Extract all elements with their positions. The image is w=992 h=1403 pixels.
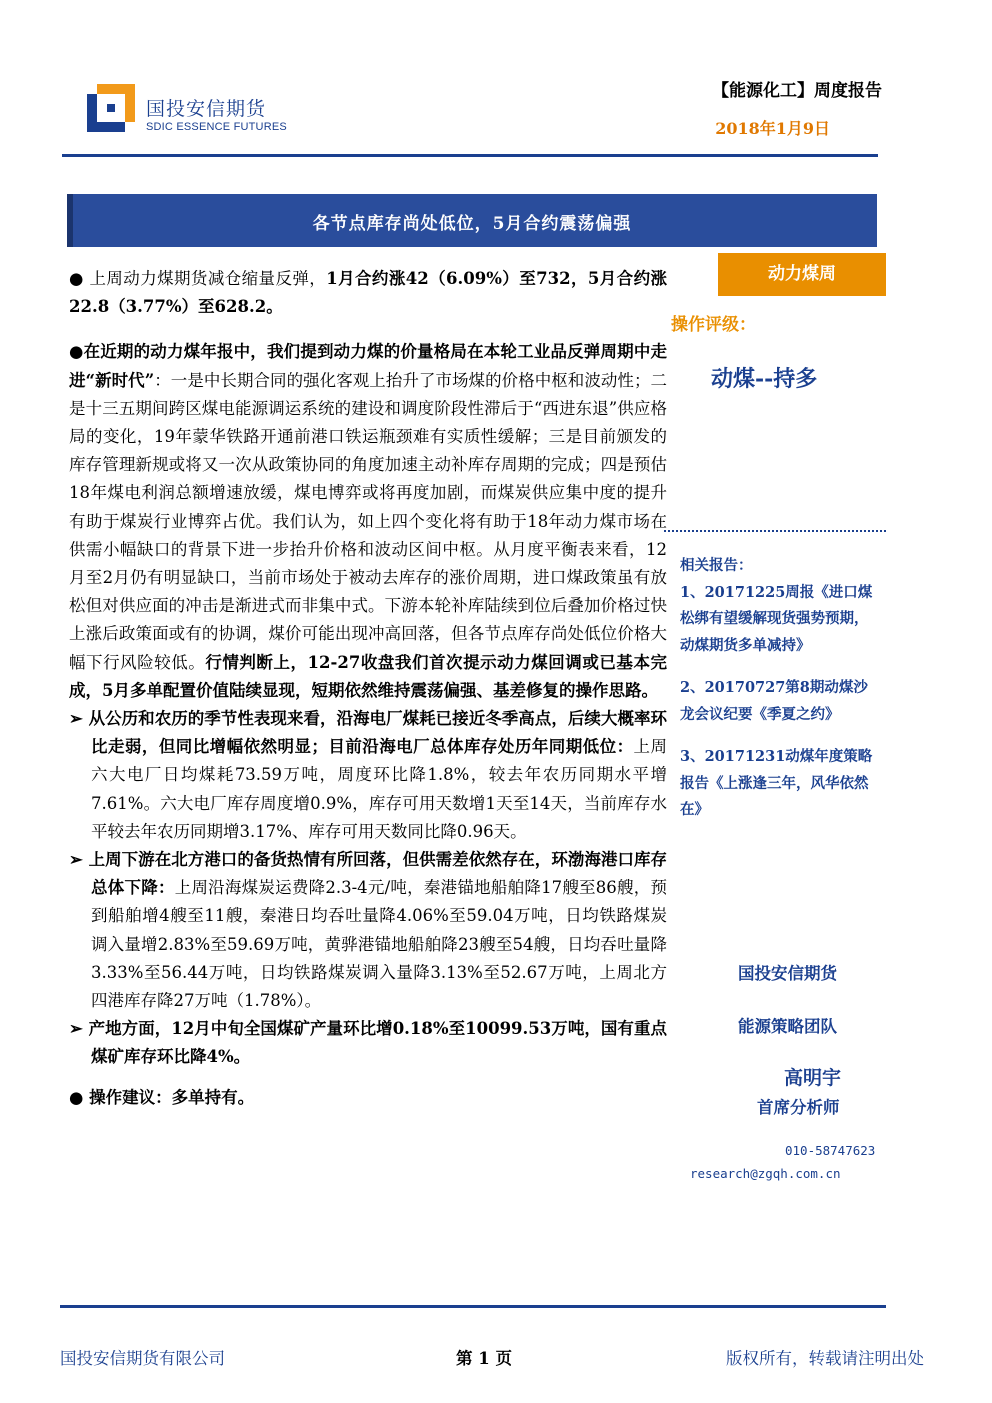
analysis-judgement-bold: 行情判断上，12-27收盘我们首次提示动力煤回调或已基本完成，5月多单配置价值陆续显现，短期依然维持震荡偏强、基差修复的操作思路。 — [69, 652, 667, 700]
footer-copyright: 版权所有，转载请注明出处 — [726, 1349, 924, 1368]
contact-email[interactable]: research@zgqh.com.cn — [690, 1166, 841, 1181]
page-title: 各节点库存尚处低位，5月合约震荡偏强 — [312, 214, 632, 234]
rating-value: 动煤--持多 — [711, 366, 818, 392]
related-reports — [680, 553, 876, 824]
related-reports-title: 相关报告： — [680, 557, 753, 574]
power-plant-paragraph — [69, 705, 667, 846]
title-banner — [67, 194, 877, 247]
team-name: 能源策略团队 — [738, 1017, 837, 1036]
analysis-paragraph — [69, 338, 667, 705]
related-report-item[interactable]: 1、20171225周报《进口煤松绑有望缓解现货强势预期，动煤期货多单减持》 — [680, 583, 873, 654]
analyst-role: 首席分析师 — [757, 1098, 840, 1117]
company-name: 国投安信期货 — [738, 964, 837, 983]
footer-company: 国投安信期货有限公司 — [60, 1349, 225, 1368]
port-paragraph — [69, 846, 667, 1015]
analyst-name: 高明宇 — [784, 1067, 842, 1089]
summary-paragraph — [69, 265, 667, 321]
contact-phone: 010-58747623 — [785, 1143, 876, 1158]
report-date: 2018年1月9日 — [715, 119, 830, 138]
power-plant-text: 上周六大电厂日均煤耗73.59万吨，周度环比降1.8%，较去年农历同期水平增7.61%。六大电厂库存周度增0.9%，库存可用天数增1天至14天，当前库存水平较去年农历同期增3.17%、库存可用天数同比降0.96天。 — [91, 737, 668, 841]
report-type: 【能源化工】周度报告 — [712, 81, 882, 101]
analysis-lead-bold: ●在近期的动力煤年报中，我们提到动力煤的价量格局在本轮工业品反弹周期中走进“新时代” — [69, 342, 667, 390]
sidebar-divider — [664, 530, 886, 532]
related-report-item[interactable]: 2、20170727第8期动煤沙龙会议纪要《季夏之约》 — [680, 679, 868, 723]
footer-divider — [60, 1305, 886, 1308]
port-text: 上周沿海煤炭运费降2.3-4元/吨，秦港锚地船舶降17艘至86艘，预到船舶增4艘至11艘，秦港日均吞吐量降4.06%至59.04万吨，日均铁路煤炭调入量增2.83%至59.69万吨，黄骅港锚地船舶降23艘至54艘，日均吞吐量降3.33%至56.44万吨，日均铁路煤炭调入量降3.13%至52.67万吨，上周北方四港库存降27万吨（1.78%）。 — [91, 878, 668, 1011]
analysis-text: ：一是中长期合同的强化客观上抬升了市场煤的价格中枢和波动性；二是十三五期间跨区煤电能源调运系统的建设和调度阶段性滞后于“西进东退”供应格局的变化，19年蒙华铁路开通前港口铁运瓶颈难有实质性缓解；三是目前颁发的库存管理新规或将又一次从政策协同的角度加速主动补库存周期的完成；四是预估18年煤电利润总额增速放缓，煤电博弈或将再度加剧，而煤炭供应集中度的提升有助于煤炭行业博弈占优。我们认为，如上四个变化将有助于18年动力煤市场在供需小幅缺口的背景下进一步抬升价格和波动区间中枢。从月度平衡表来看，12月至2月仍有明显缺口，当前市场处于被动去库存的涨价周期，进口煤政策虽有放松但对供应面的冲击是渐进式而非集中式。下游本轮补库陆续到位后叠加价格过快上涨后政策面或有的协调，煤价可能出现冲高回落，但各节点库存尚处低位价格大幅下行风险较低。 — [69, 370, 668, 672]
sector-tab — [718, 253, 886, 296]
header-divider — [62, 154, 878, 157]
production-paragraph — [69, 1015, 667, 1071]
summary-text-bold: 1月合约涨42（6.09%）至732，5月合约涨22.8（3.77%）至628.2。 — [69, 269, 667, 317]
suggestion-paragraph — [69, 1084, 667, 1112]
rating-label: 操作评级： — [671, 315, 756, 335]
suggestion-text-bold: ● 操作建议：多单持有。 — [69, 1087, 255, 1107]
logo-icon — [87, 84, 135, 132]
page-number: 第 1 页 — [456, 1349, 512, 1368]
logo-text-cn: 国投安信期货 — [146, 98, 267, 120]
port-lead-bold: ➢ 上周下游在北方港口的备货热情有所回落，但供需差依然存在，环渤海港口库存总体下降： — [69, 850, 667, 898]
production-text-bold: ➢ 产地方面，12月中旬全国煤矿产量环比增0.18%至10099.53万吨，国有重点煤矿库存环比降4%。 — [69, 1019, 667, 1067]
summary-text: ● 上周动力煤期货减仓缩量反弹， — [69, 269, 327, 288]
main-content — [69, 265, 667, 1112]
sector-label: 动力煤周 — [768, 264, 836, 284]
power-plant-lead-bold: ➢ 从公历和农历的季节性表现来看，沿海电厂煤耗已接近冬季高点，后续大概率环比走弱，但同比增幅依然明显；目前沿海电厂总体库存处历年同期低位： — [69, 709, 667, 757]
related-report-item[interactable]: 3、20171231动煤年度策略报告《上涨逢三年，风华依然在》 — [680, 748, 873, 818]
logo-text-en: SDIC ESSENCE FUTURES — [146, 121, 287, 133]
